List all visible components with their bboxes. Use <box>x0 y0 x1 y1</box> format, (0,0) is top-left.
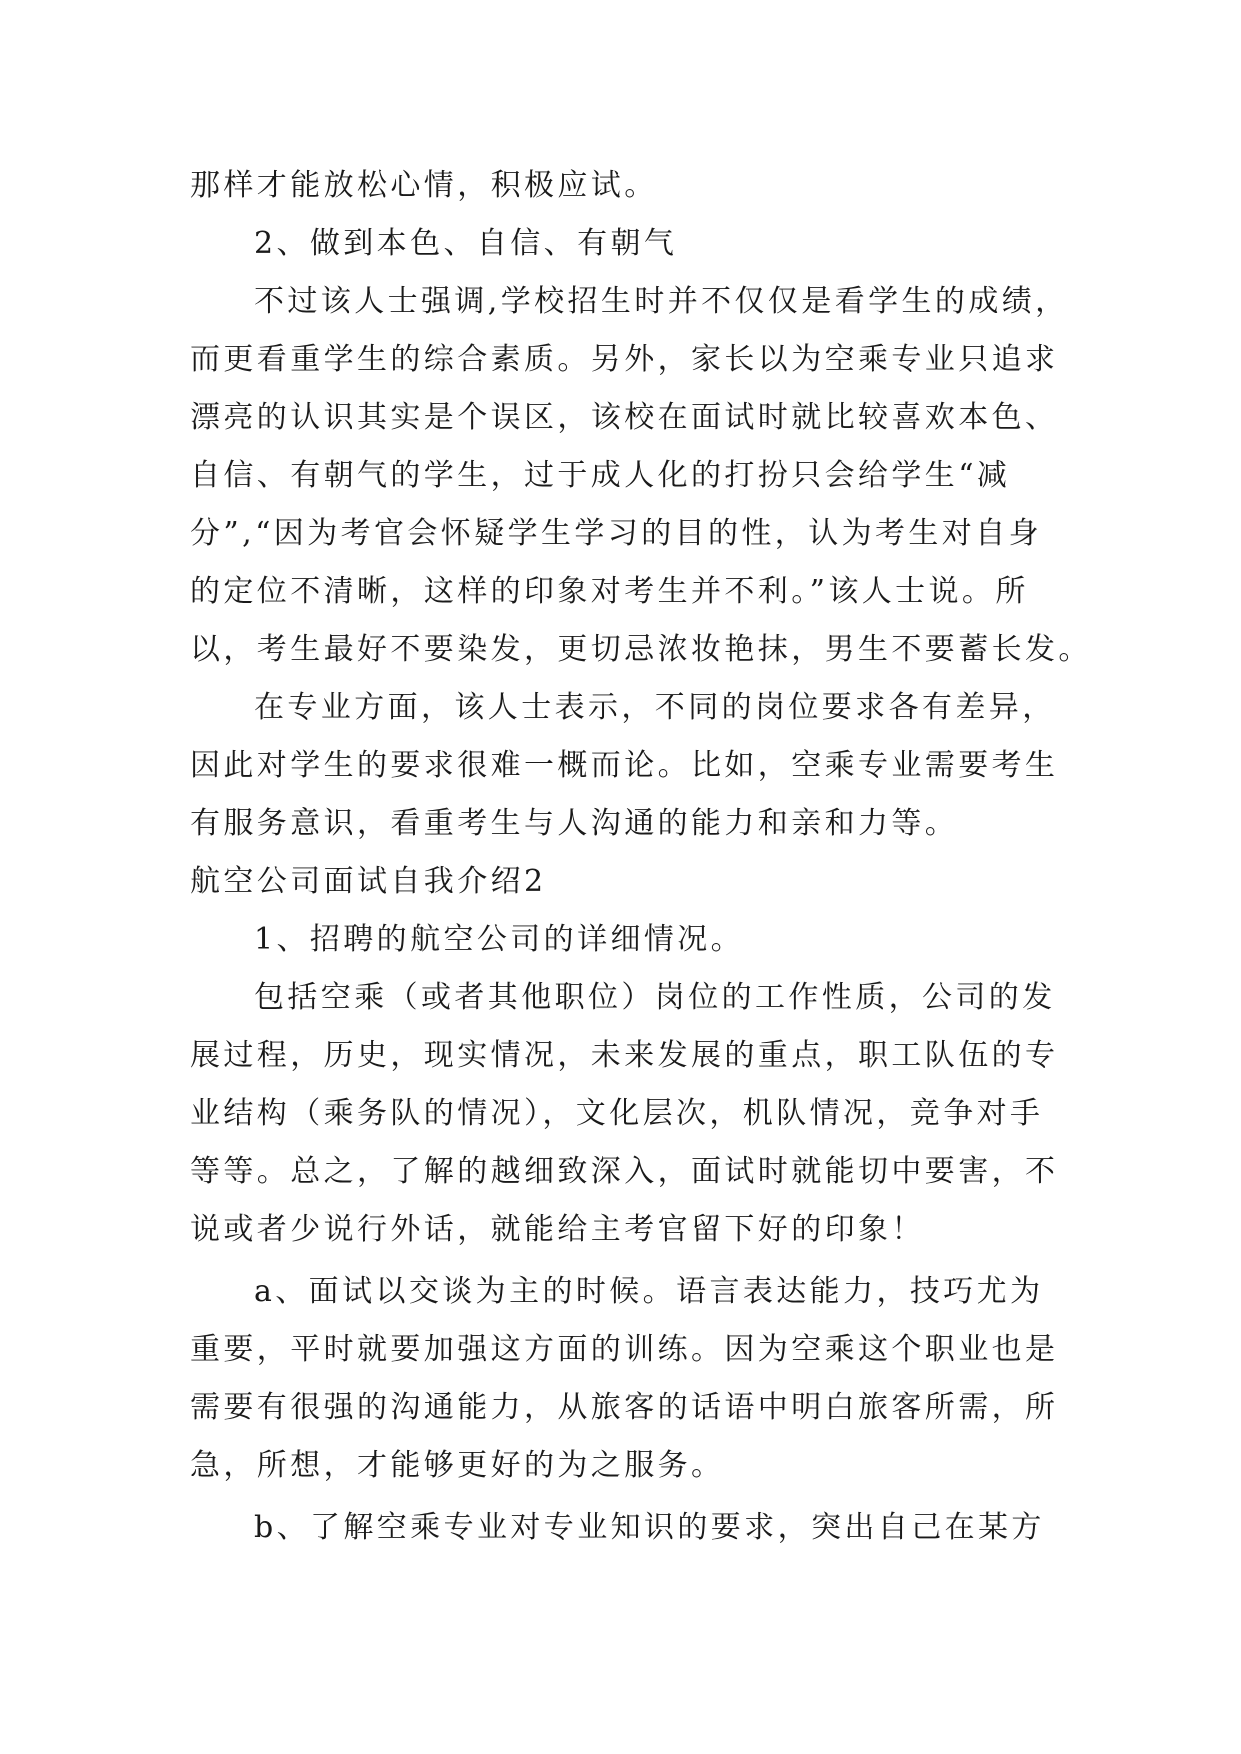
paragraph-line: 那样才能放松心情，积极应试。 <box>190 168 658 203</box>
section-heading: 1、招聘的航空公司的详细情况。 <box>254 922 745 957</box>
paragraph-line: 有服务意识，看重考生与人沟通的能力和亲和力等。 <box>190 806 959 841</box>
paragraph-line: 而更看重学生的综合素质。另外，家长以为空乘专业只追求 <box>190 342 1059 377</box>
paragraph-line: 漂亮的认识其实是个误区，该校在面试时就比较喜欢本色、 <box>190 400 1059 435</box>
paragraph-line: 业结构（乘务队的情况），文化层次，机队情况，竞争对手 <box>190 1096 1044 1131</box>
paragraph-line: 重要，平时就要加强这方面的训练。因为空乘这个职业也是 <box>190 1332 1059 1367</box>
paragraph-line: 因此对学生的要求很难一概而论。比如，空乘专业需要考生 <box>190 748 1059 783</box>
paragraph-line: 展过程，历史，现实情况，未来发展的重点，职工队伍的专 <box>190 1038 1059 1073</box>
paragraph-line: 的定位不清晰，这样的印象对考生并不利。”该人士说。所 <box>190 574 1029 609</box>
article-title: 航空公司面试自我介绍2 <box>190 864 547 899</box>
paragraph-line: b、了解空乘专业对专业知识的要求，突出自己在某方 <box>254 1510 1045 1545</box>
paragraph-line: 在专业方面，该人士表示，不同的岗位要求各有差异， <box>254 690 1056 725</box>
paragraph-line: 包括空乘（或者其他职位）岗位的工作性质，公司的发 <box>254 980 1056 1015</box>
paragraph-line: 需要有很强的沟通能力，从旅客的话语中明白旅客所需，所 <box>190 1390 1059 1425</box>
paragraph-line: 说或者少说行外话，就能给主考官留下好的印象！ <box>190 1212 925 1247</box>
paragraph-line: 以，考生最好不要染发，更切忌浓妆艳抹，男生不要蓄长发。 <box>190 632 1092 667</box>
paragraph-line: 等等。总之，了解的越细致深入，面试时就能切中要害，不 <box>190 1154 1059 1189</box>
paragraph-line: 自信、有朝气的学生，过于成人化的打扮只会给学生“减 <box>190 458 1011 493</box>
section-heading: 2、做到本色、自信、有朝气 <box>254 226 678 261</box>
paragraph-line: a、面试以交谈为主的时候。语言表达能力，技巧尤为 <box>254 1274 1044 1309</box>
paragraph-line: 分”,“因为考官会怀疑学生学习的目的性，认为考生对自身 <box>190 516 1043 551</box>
paragraph-line: 不过该人士强调,学校招生时并不仅仅是看学生的成绩， <box>254 284 1069 319</box>
paragraph-line: 急，所想，才能够更好的为之服务。 <box>190 1448 725 1483</box>
